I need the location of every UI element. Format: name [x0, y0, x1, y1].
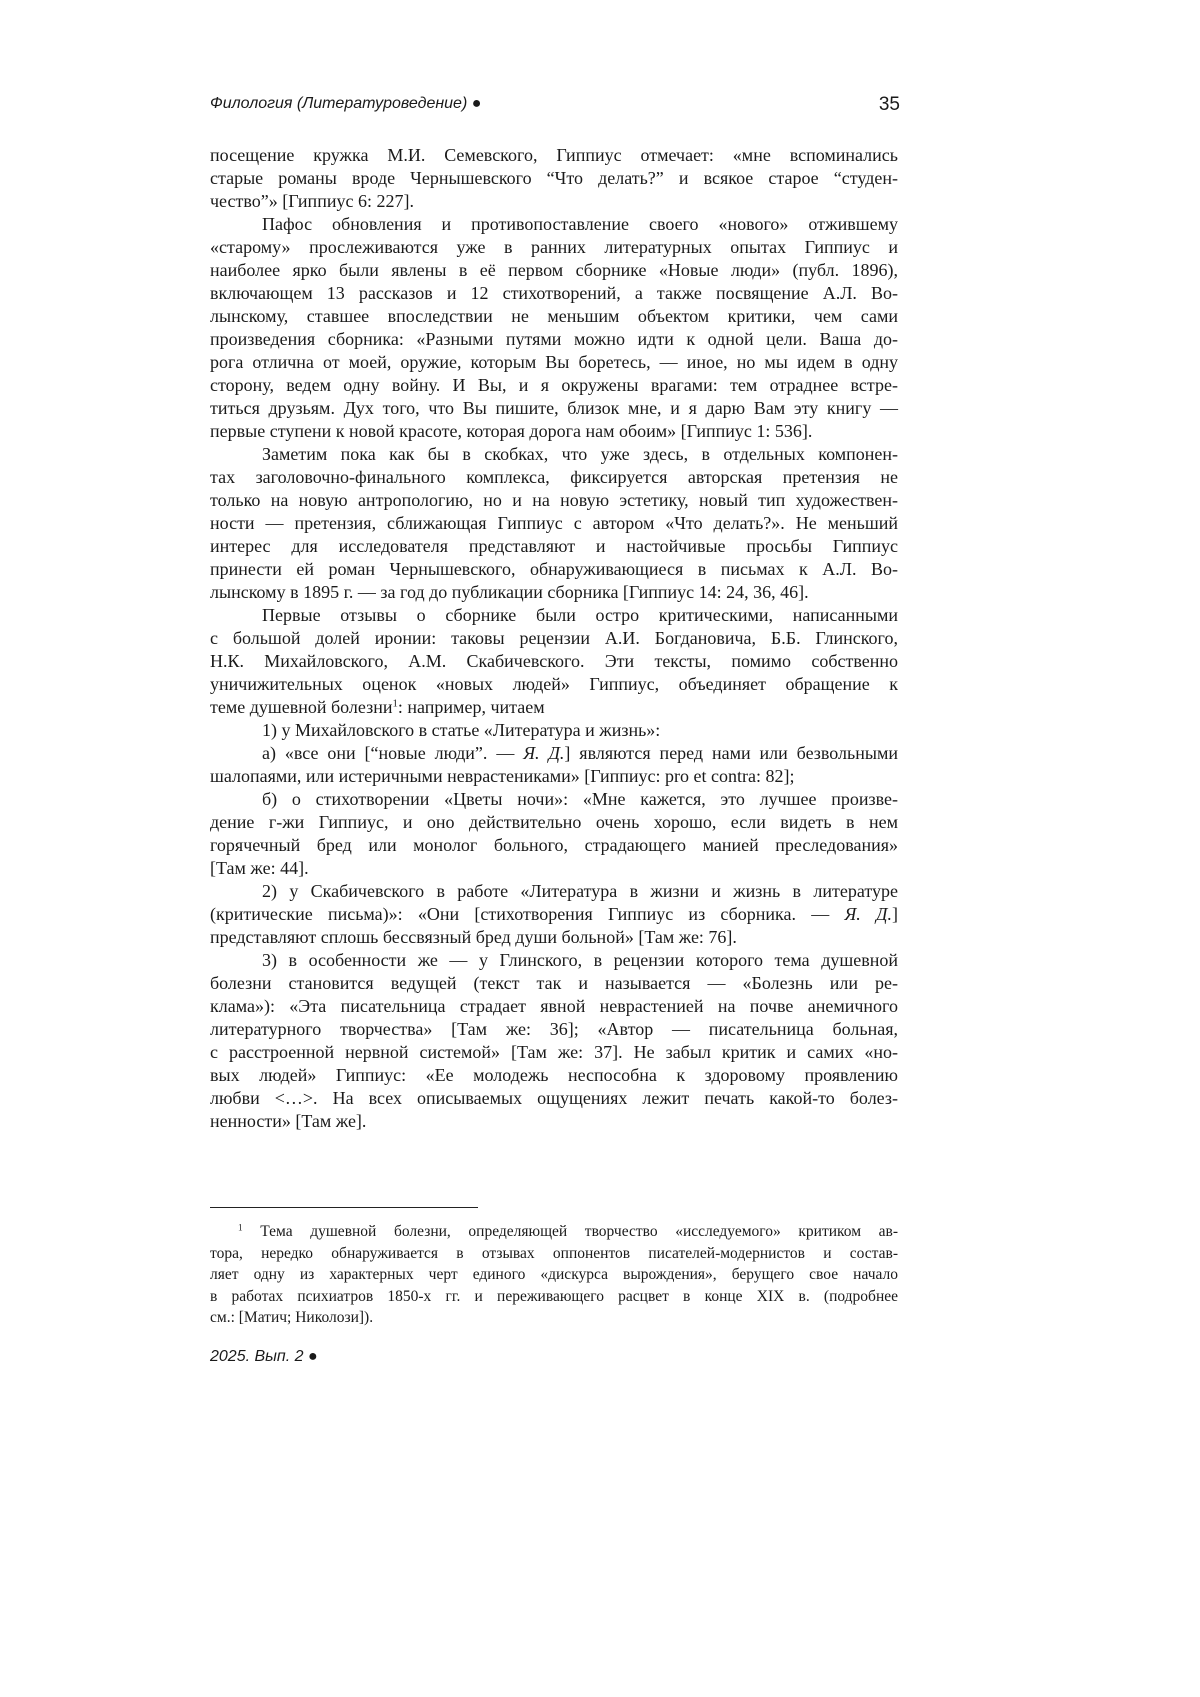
- line-text: лынскому в 1895 г. — за год до публикации сборника [Гиппиус 14: 24, 36, 46].: [210, 582, 809, 602]
- footnote-marker: 1: [238, 1223, 243, 1234]
- text-line: [210, 673, 898, 696]
- line-text: старые романы вроде Чернышевского “Что делать?” и всякое старое “студен-: [210, 168, 898, 188]
- line-text: болезни становится ведущей (текст так и называется — «Болезнь или ре-: [210, 973, 898, 993]
- text-line: [210, 397, 898, 420]
- line-text: произведения сборника: «Разными путями можно идти к одной цели. Ваша до-: [210, 329, 898, 349]
- text-line: [210, 443, 898, 466]
- line-text: чество”» [Гиппиус 6: 227].: [210, 191, 414, 211]
- line-text: тора, нередко обнаруживается в отзывах оппонентов писателей-модернистов и состав-: [210, 1244, 898, 1262]
- running-title: Филология (Литературоведение) ●: [210, 95, 482, 112]
- line-text: ляет одну из характерных черт единого «дискурса вырождения», берущего свое начало: [210, 1266, 898, 1283]
- line-text: 1) у Михайловского в статье «Литература и жизнь»:: [262, 720, 661, 740]
- line-text: тах заголовочно-финального комплекса, фиксируется авторская претензия не: [210, 467, 898, 487]
- text-line: [210, 972, 898, 995]
- line-text: наиболее ярко были явлены в её первом сборнике «Новые люди» (публ. 1896),: [210, 260, 898, 280]
- line-text: вых людей» Гиппиус: «Ее молодежь неспособна к здоровому проявлению: [210, 1065, 898, 1085]
- line-text: клама»): «Эта писательница страдает явной неврастенией на почве анемичного: [210, 996, 898, 1016]
- line-text: с большой долей иронии: таковы рецензии А.И. Богдановича, Б.Б. Глинского,: [210, 628, 898, 648]
- text-line: [210, 282, 898, 305]
- text-line: [210, 1041, 898, 1064]
- line-text: Заметим пока как бы в скобках, что уже здесь, в отдельных компонен-: [262, 444, 898, 464]
- line-text: дение г-жи Гиппиус, и оно действительно очень хорошо, если видеть в нем: [210, 812, 898, 832]
- text-line: [210, 1018, 898, 1041]
- text-line: [210, 305, 898, 328]
- line-text: : например, читаем: [397, 697, 545, 717]
- text-line: [210, 466, 898, 489]
- line-text: рога отлична от моей, оружие, которым Вы боретесь, — иное, но мы идем в одну: [210, 352, 898, 372]
- text-line: [210, 1286, 898, 1308]
- line-text: Первые отзывы о сборнике были остро критическими, написанными: [262, 605, 898, 625]
- line-text: [Там же: 44].: [210, 858, 309, 878]
- line-text: первые ступени к новой красоте, которая дорога нам обоим» [Гиппиус 1: 536].: [210, 421, 813, 441]
- text-line: [210, 1264, 898, 1286]
- line-text: уничижительных оценок «новых людей» Гиппиус, объединяет обращение к: [210, 674, 898, 694]
- text-line: [210, 719, 898, 742]
- line-text: ности — претензия, сближающая Гиппиус с автором «Что делать?». Не меньший: [210, 513, 898, 533]
- line-text: 3) в особенности же — у Глинского, в рецензии которого тема душевной: [262, 950, 898, 970]
- text-line: [210, 1110, 898, 1133]
- text-line: [210, 374, 898, 397]
- line-text: Тема душевной болезни, определяющей творчество «исследуемого» критиком ав-: [260, 1223, 899, 1240]
- text-line: [210, 834, 898, 857]
- text-line: [210, 926, 898, 949]
- text-line: [210, 420, 898, 443]
- text-line: [210, 535, 898, 558]
- text-line: [210, 259, 898, 282]
- text-line: [210, 1087, 898, 1110]
- text-line: [210, 190, 898, 213]
- line-text: см.: [Матич; Николози]).: [210, 1309, 374, 1326]
- line-text: с расстроенной нервной системой» [Там же: 37]. Не забыл критик и самих «но-: [210, 1042, 898, 1062]
- line-text: теме душевной болезни: [210, 697, 393, 717]
- text-line: [210, 328, 898, 351]
- text-line: [210, 880, 898, 903]
- text-line: [210, 167, 898, 190]
- text-line: [210, 581, 898, 604]
- line-text: Н.К. Михайловского, А.М. Скабичевского. Эти тексты, помимо собственно: [210, 651, 898, 671]
- line-text: представляют сплошь бессвязный бред души больной» [Там же: 76].: [210, 927, 737, 947]
- line-text: в работах психиатров 1850-х гг. и переживающего расцвет в конце XIX в. (подробнее: [210, 1287, 898, 1305]
- text-line: [210, 696, 898, 719]
- text-line: [210, 1064, 898, 1087]
- text-line: [210, 351, 898, 374]
- line-text: «старому» прослеживаются уже в ранних литературных опытах Гиппиус и: [210, 237, 898, 257]
- text-line: [210, 995, 898, 1018]
- text-line: [210, 742, 898, 765]
- issue-footer: 2025. Вып. 2 ●: [210, 1348, 318, 1365]
- text-line: [210, 1307, 898, 1329]
- text-line: [210, 213, 898, 236]
- text-line: [210, 903, 898, 926]
- text-line: [210, 788, 898, 811]
- text-line: [210, 949, 898, 972]
- line-text: лынскому, ставшее впоследствии не меньшим объектом критики, чем сами: [210, 306, 898, 326]
- footnote-separator: [210, 1207, 478, 1208]
- text-line: [210, 489, 898, 512]
- line-text: б) о стихотворении «Цветы ночи»: «Мне кажется, это лучшее произве-: [262, 789, 898, 809]
- text-line: [210, 857, 898, 880]
- body-text: [210, 144, 898, 1133]
- line-text: литературного творчества» [Там же: 36]; «Автор — писательница больная,: [210, 1019, 898, 1039]
- text-line: [210, 811, 898, 834]
- line-text: титься друзьям. Дух того, что Вы пишите, близок мне, и я дарю Вам эту книгу —: [210, 398, 898, 418]
- text-line: [210, 604, 898, 627]
- line-text: шалопаями, или истеричными неврастениками» [Гиппиус: pro et contra: 82];: [210, 766, 795, 786]
- footnote-reference[interactable]: 1: [392, 697, 398, 710]
- text-line: [210, 627, 898, 650]
- line-text: (критические письма)»: «Они [стихотворения Гиппиус из сборника. — Я. Д.]: [210, 904, 898, 924]
- footnote: [210, 1221, 898, 1329]
- text-line: [210, 765, 898, 788]
- text-line: [210, 650, 898, 673]
- line-text: интерес для исследователя представляют и настойчивые просьбы Гиппиус: [210, 536, 898, 556]
- line-text: 2) у Скабичевского в работе «Литература в жизни и жизнь в литературе: [262, 881, 898, 901]
- page-number: 35: [878, 94, 900, 115]
- text-line: [210, 144, 898, 167]
- text-line: [210, 1221, 898, 1243]
- line-text: ненности» [Там же].: [210, 1111, 367, 1131]
- line-text: Пафос обновления и противопоставление своего «нового» отжившему: [262, 214, 898, 234]
- line-text: принести ей роман Чернышевского, обнаруживающиеся в письмах к А.Л. Во-: [210, 559, 898, 579]
- line-text: посещение кружка М.И. Семевского, Гиппиус отмечает: «мне вспоминались: [210, 145, 898, 165]
- line-text: горячечный бред или монолог больного, страдающего манией преследования»: [210, 835, 898, 855]
- text-line: [210, 236, 898, 259]
- line-text: сторону, ведем одну войну. И Вы, и я окружены врагами: тем отраднее встре-: [210, 375, 898, 395]
- text-line: [210, 1243, 898, 1265]
- text-line: [210, 512, 898, 535]
- text-line: [210, 558, 898, 581]
- line-text: включающем 13 рассказов и 12 стихотворений, а также посвящение А.Л. Во-: [210, 283, 898, 303]
- line-text: а) «все они [“новые люди”. — Я. Д.] являются перед нами или безвольными: [262, 743, 898, 763]
- line-text: любви <…>. На всех описываемых ощущениях лежит печать какой-то болез-: [210, 1088, 898, 1108]
- line-text: только на новую антропологию, но и на новую эстетику, новый тип художествен-: [210, 490, 898, 510]
